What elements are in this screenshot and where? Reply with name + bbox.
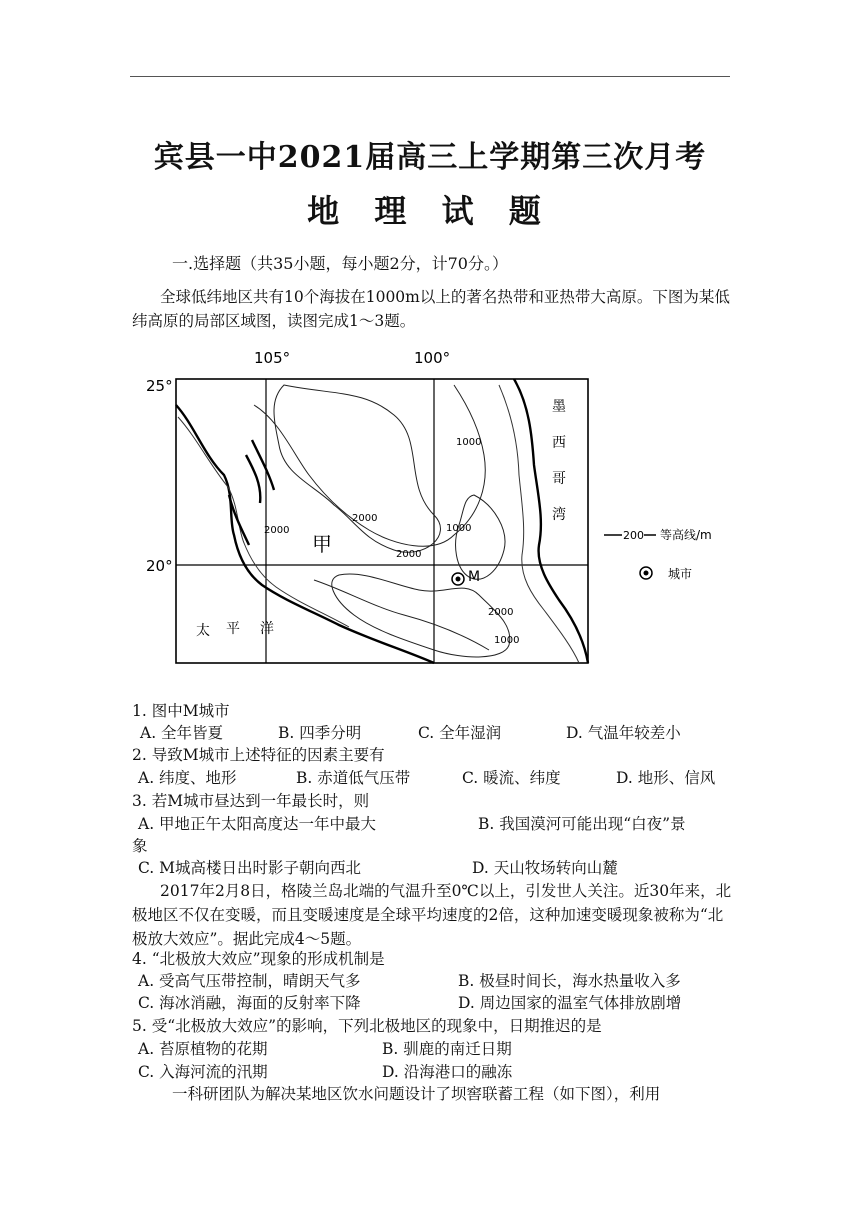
gulf-label-1: 墨 xyxy=(552,399,566,415)
sea-label-yang: 洋 xyxy=(260,621,274,637)
question-5: 5. 受“北极放大效应”的影响，下列北极地区的现象中，日期推迟的是 xyxy=(132,1017,602,1035)
sea-label-ping: 平 xyxy=(226,621,240,637)
contour-1000-south xyxy=(314,580,489,650)
q4-option-a: A. 受高气压带控制，晴朗天气多 xyxy=(138,972,361,990)
contour-label: 2000 xyxy=(396,549,422,560)
passage-3: 一科研团队为解决某地区饮水问题设计了坝窖联蓄工程（如下图），利用 xyxy=(172,1085,661,1103)
q3-option-b-cont: 象 xyxy=(132,837,148,855)
city-m-label: M xyxy=(468,569,481,585)
contour-label: 2000 xyxy=(352,513,378,524)
lat-25-label: 25° xyxy=(146,377,173,395)
passage-1: 全球低纬地区共有10个海拔在1000m以上的著名热带和亚热带大高原。下图为某低纬高原的局部区域图，读图完成1～3题。 xyxy=(132,288,730,330)
lon-105-label: 105° xyxy=(254,349,291,367)
question-3: 3. 若M城市昼达到一年最长时，则 xyxy=(132,792,370,810)
q1-option-d: D. 气温年较差小 xyxy=(566,724,681,742)
exam-title: 宾县一中2021届高三上学期第三次月考 xyxy=(153,140,707,175)
q5-option-c: C. 入海河流的汛期 xyxy=(138,1063,268,1081)
sea-label-tai: 太 xyxy=(196,623,210,639)
header-rule xyxy=(130,76,730,77)
contour-label: 1000 xyxy=(446,523,472,534)
west-coastline xyxy=(176,405,434,663)
question-4: 4. “北极放大效应”现象的形成机制是 xyxy=(132,950,385,968)
question-2: 2. 导致M城市上述特征的因素主要有 xyxy=(132,746,385,764)
q4-option-d: D. 周边国家的温室气体排放剧增 xyxy=(458,994,682,1012)
q2-option-c: C. 暖流、纬度 xyxy=(462,769,561,787)
lon-100-label: 100° xyxy=(414,349,451,367)
q5-option-d: D. 沿海港口的融冻 xyxy=(382,1063,513,1081)
gulf-label-4: 湾 xyxy=(552,507,566,523)
q2-option-d: D. 地形、信风 xyxy=(616,769,716,787)
contour-2000-north xyxy=(274,385,440,552)
q1-option-b: B. 四季分明 xyxy=(278,724,362,742)
q3-option-d: D. 天山牧场转向山麓 xyxy=(472,859,618,877)
q1-option-c: C. 全年湿润 xyxy=(418,724,502,742)
q2-option-b: B. 赤道低气压带 xyxy=(296,769,411,787)
q5-option-b: B. 驯鹿的南迁日期 xyxy=(382,1040,512,1058)
passage-2: 2017年2月8日，格陵兰岛北端的气温升至0℃以上，引发世人关注。近30年来，北极地区不仅在变暖，而且变暖速度是全球平均速度的2倍，这种加速变暖现象被称为“北极放大效应”。据此完成4～5题。 xyxy=(132,882,732,948)
legend-city-label: 城市 xyxy=(668,567,693,581)
lat-20-label: 20° xyxy=(146,557,173,575)
svg-text:200: 200 xyxy=(623,529,644,542)
contour-label: 2000 xyxy=(488,607,514,618)
region-jia-label: 甲 xyxy=(312,532,332,556)
contour-label: 1000 xyxy=(494,635,520,646)
contour-label: 1000 xyxy=(456,437,482,448)
gulf-label-2: 西 xyxy=(552,435,566,451)
q3-option-c: C. M城高楼日出时影子朝向西北 xyxy=(138,859,362,877)
legend-contour-label: 等高线/m xyxy=(660,528,712,542)
q3-option-a: A. 甲地正午太阳高度达一年中最大 xyxy=(138,815,377,833)
question-1: 1. 图中M城市 xyxy=(132,702,230,720)
q3-option-b: B. 我国漠河可能出现“白夜”景 xyxy=(478,815,686,833)
east-coastline xyxy=(514,379,588,663)
gulf-label-3: 哥 xyxy=(552,471,566,487)
q1-option-a: A. 全年皆夏 xyxy=(140,724,224,742)
subject-title: 地 理 试 题 xyxy=(307,192,553,230)
section-heading: 一.选择题（共35小题，每小题2分，计70分。） xyxy=(172,254,508,273)
contour-1000-east xyxy=(456,495,505,579)
q2-option-a: A. 纬度、地形 xyxy=(138,769,237,787)
q4-option-b: B. 极昼时间长，海水热量收入多 xyxy=(458,972,681,990)
contour-2000-south xyxy=(332,574,510,657)
q4-option-c: C. 海冰消融，海面的反射率下降 xyxy=(138,994,361,1012)
plateau-map xyxy=(134,345,746,667)
contour-label: 2000 xyxy=(264,525,290,536)
east-contour xyxy=(499,385,579,663)
q5-option-a: A. 苔原植物的花期 xyxy=(138,1040,268,1058)
